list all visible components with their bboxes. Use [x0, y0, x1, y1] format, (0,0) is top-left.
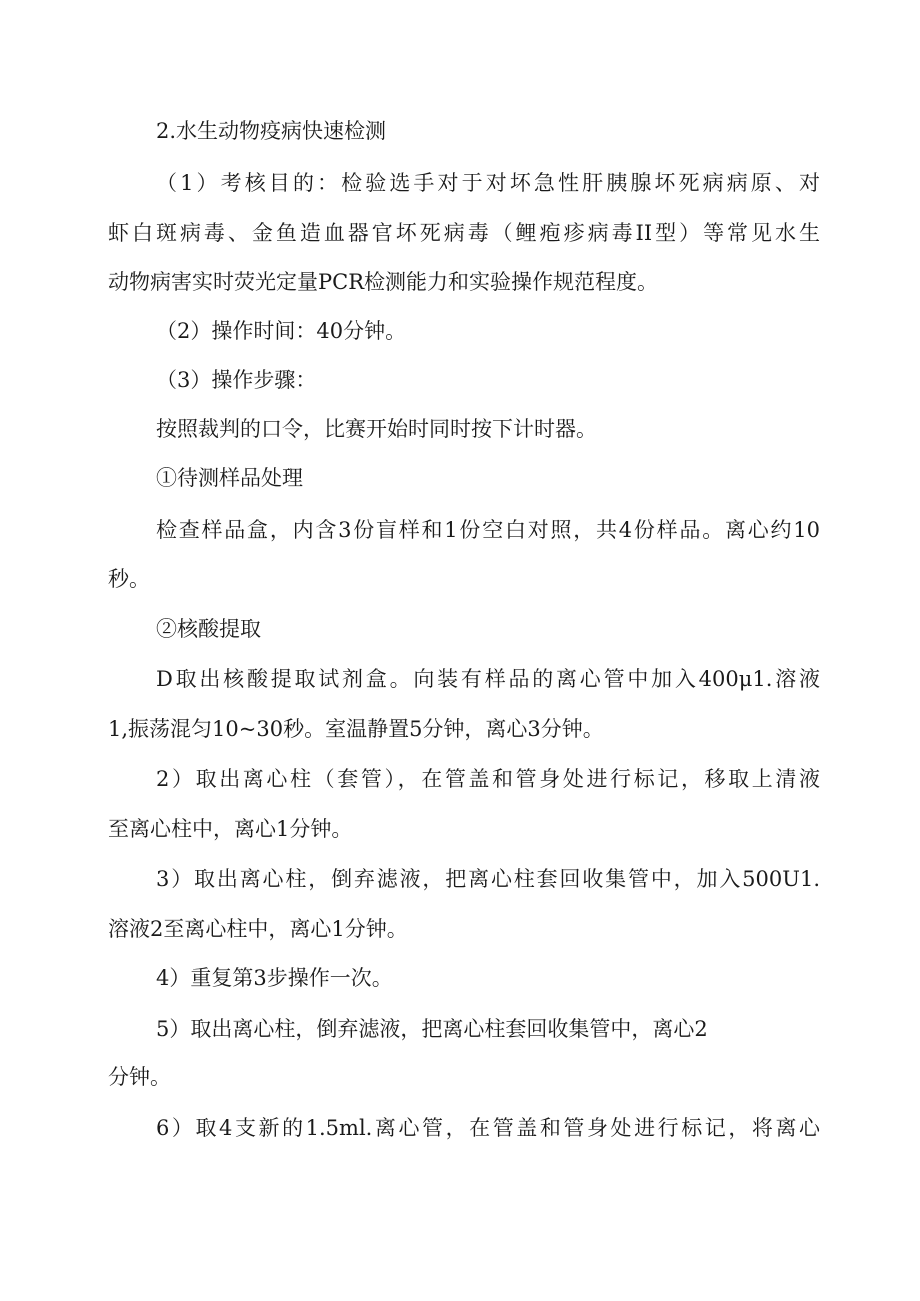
- paragraph-purpose-line-3: 动物病害实时荧光定量PCR检测能力和实验操作规范程度。: [108, 270, 659, 294]
- paragraph-extraction-5-line-2: 分钟。: [108, 1065, 171, 1089]
- paragraph-extraction-4: 4）重复第3步操作一次。: [156, 966, 393, 990]
- paragraph-sample-check-line-2: 秒。: [108, 567, 150, 591]
- step-1-heading: ①待测样品处理: [156, 466, 303, 490]
- paragraph-extraction-1-line-1: D取出核酸提取试剂盒。向装有样品的离心管中加入400μ1.溶液: [156, 667, 820, 691]
- paragraph-extraction-3-line-2: 溶液2至离心柱中，离心1分钟。: [108, 917, 408, 941]
- paragraph-steps-heading: （3）操作步骤：: [156, 368, 317, 392]
- paragraph-purpose-line-1: （1）考核目的：检验选手对于对坏急性肝胰腺坏死病病原、对: [156, 171, 820, 195]
- paragraph-extraction-6-line-1: 6）取4支新的1.5ml.离心管，在管盖和管身处进行标记，将离心: [156, 1116, 820, 1140]
- paragraph-sample-check-line-1: 检查样品盒，内含3份盲样和1份空白对照，共4份样品。离心约10: [156, 518, 820, 542]
- paragraph-start-instruction: 按照裁判的口令，比赛开始时同时按下计时器。: [156, 417, 597, 441]
- paragraph-duration: （2）操作时间：40分钟。: [156, 319, 407, 343]
- section-title: 2.水生动物疫病快速检测: [156, 119, 387, 143]
- paragraph-extraction-5-line-1: 5）取出离心柱，倒弃滤液，把离心柱套回收集管中，离心2: [156, 1017, 708, 1041]
- paragraph-extraction-3-line-1: 3）取出离心柱，倒弃滤液，把离心柱套回收集管中，加入500U1.: [156, 867, 820, 891]
- paragraph-extraction-1-line-2: 1,振荡混匀10~30秒。室温静置5分钟，离心3分钟。: [108, 717, 604, 741]
- step-2-heading: ②核酸提取: [156, 617, 261, 641]
- paragraph-purpose-line-2: 虾白斑病毒、金鱼造血器官坏死病毒（鲤疱疹病毒II型）等常见水生: [108, 221, 820, 245]
- paragraph-extraction-2-line-2: 至离心柱中，离心1分钟。: [108, 817, 353, 841]
- paragraph-extraction-2-line-1: 2）取出离心柱（套管），在管盖和管身处进行标记，移取上清液: [156, 767, 820, 791]
